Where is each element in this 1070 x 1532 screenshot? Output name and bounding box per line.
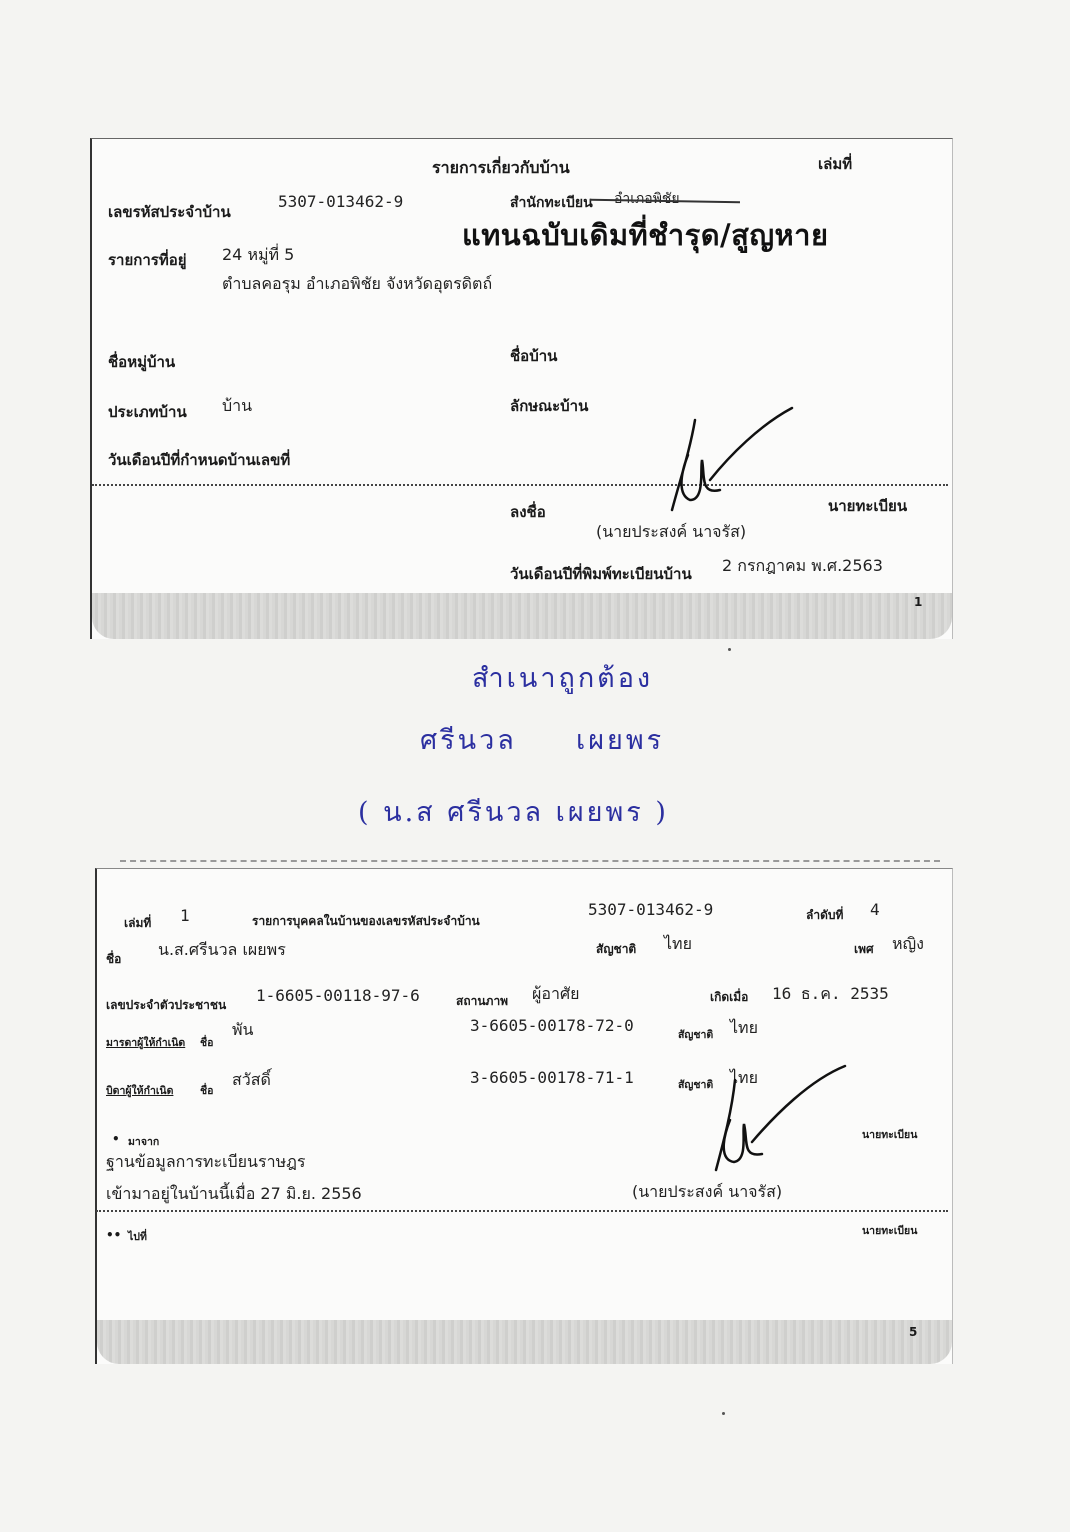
id-number: 1-6605-00118-97-6 [256, 986, 420, 1005]
person-house-code: 5307-013462-9 [588, 900, 714, 919]
father-nationality: ไทย [730, 1068, 758, 1087]
father-id: 3-6605-00178-71-1 [470, 1068, 634, 1087]
registrar-label: นายทะเบียน [862, 1129, 918, 1141]
book-label: เล่มที่ [818, 155, 853, 173]
order-label: ลำดับที่ [806, 908, 844, 922]
person-list-title: รายการบุคคลในบ้านของเลขรหัสประจำบ้าน [252, 914, 480, 928]
certification-line3: ( น.ส ศรีนวล เผยพร ) [358, 797, 669, 828]
house-character-label: ลักษณะบ้าน [510, 397, 589, 415]
born-date: 16 ธ.ค. 2535 [772, 984, 889, 1003]
mother-name: พัน [232, 1020, 254, 1039]
village-name-label: ชื่อหมู่บ้าน [108, 353, 176, 371]
name-label: ชื่อ [106, 952, 122, 966]
order-number: 4 [870, 900, 880, 919]
print-date-label: วันเดือนปีที่พิมพ์ทะเบียนบ้าน [510, 565, 692, 583]
status-label: สถานภาพ [456, 994, 509, 1008]
sex: หญิง [892, 934, 924, 953]
id-label: เลขประจำตัวประชาชน [106, 998, 227, 1012]
house-section-title: รายการเกี่ยวกับบ้าน [432, 158, 570, 177]
book-label: เล่มที่ [124, 916, 152, 930]
number-assigned-date-label: วันเดือนปีที่กำหนดบ้านเลขที่ [108, 451, 291, 469]
registrar-signature [690, 1060, 860, 1180]
registrar-office: อำเภอพิชัย [614, 191, 680, 207]
replacement-stamp: แทนฉบับเดิมที่ชำรุด/สูญหาย [462, 218, 829, 252]
house-code-label: เลขรหัสประจำบ้าน [108, 203, 231, 221]
print-date: 2 กรกฎาคม พ.ศ.2563 [722, 556, 883, 575]
house-type: บ้าน [222, 396, 253, 415]
nationality-label: สัญชาติ [596, 942, 637, 956]
certification-first-name: ศรีนวล [420, 725, 517, 756]
registrar-name: (นายประสงค์ นาจรัส) [596, 522, 747, 541]
mother-nationality: ไทย [730, 1018, 758, 1037]
page-number: 5 [909, 1325, 918, 1339]
registrar-label-2: นายทะเบียน [862, 1225, 918, 1237]
address-line1: 24 หมู่ที่ 5 [222, 245, 295, 264]
father-nationality-label: สัญชาติ [678, 1079, 714, 1091]
dashed-separator [120, 860, 940, 862]
person-name: น.ส.ศรีนวล เผยพร [158, 940, 286, 959]
address-label: รายการที่อยู่ [108, 251, 187, 269]
status: ผู้อาศัย [532, 984, 580, 1003]
mother-id: 3-6605-00178-72-0 [470, 1016, 634, 1035]
to-bullet: •• [106, 1228, 122, 1242]
address-line2: ตำบลคอรุม อำเภอพิชัย จังหวัดอุตรดิตถ์ [222, 274, 493, 293]
dust-speck [728, 648, 731, 651]
book-number: 1 [180, 906, 190, 925]
from-bullet: • [112, 1132, 120, 1146]
certification-last-name: เผยพร [576, 725, 665, 756]
moved-in-date: เข้ามาอยู่ในบ้านนี้เมื่อ 27 มิ.ย. 2556 [106, 1184, 362, 1203]
sex-label: เพศ [854, 942, 874, 956]
house-type-label: ประเภทบ้าน [108, 403, 187, 421]
house-code: 5307-013462-9 [278, 192, 404, 211]
father-name-label: ชื่อ [200, 1085, 214, 1097]
from-label: มาจาก [128, 1136, 160, 1148]
registrar-label: นายทะเบียน [828, 497, 908, 515]
mother-nationality-label: สัญชาติ [678, 1029, 714, 1041]
card-footer-strip [97, 1320, 952, 1364]
page-number: 1 [914, 595, 923, 609]
card-footer-strip [92, 593, 952, 639]
dotted-separator [92, 484, 948, 486]
born-label: เกิดเมื่อ [710, 990, 749, 1004]
registrar-name: (นายประสงค์ นาจรัส) [632, 1182, 783, 1201]
mother-name-label: ชื่อ [200, 1037, 214, 1049]
registrar-office-label: สำนักทะเบียน [510, 195, 593, 211]
house-name-label: ชื่อบ้าน [510, 347, 558, 365]
mother-label: มารดาผู้ให้กำเนิด [106, 1037, 186, 1049]
dust-speck [722, 1412, 725, 1415]
sign-label: ลงชื่อ [510, 503, 546, 521]
father-label: บิดาผู้ให้กำเนิด [106, 1085, 174, 1097]
registrar-signature [650, 400, 810, 520]
nationality: ไทย [664, 934, 692, 953]
certification-line1: สำเนาถูกต้อง [472, 663, 654, 694]
to-label: ไปที่ [128, 1231, 147, 1243]
from-value: ฐานข้อมูลการทะเบียนราษฎร [106, 1152, 306, 1171]
dotted-separator [96, 1210, 948, 1212]
father-name: สวัสดิ์ [232, 1070, 271, 1089]
